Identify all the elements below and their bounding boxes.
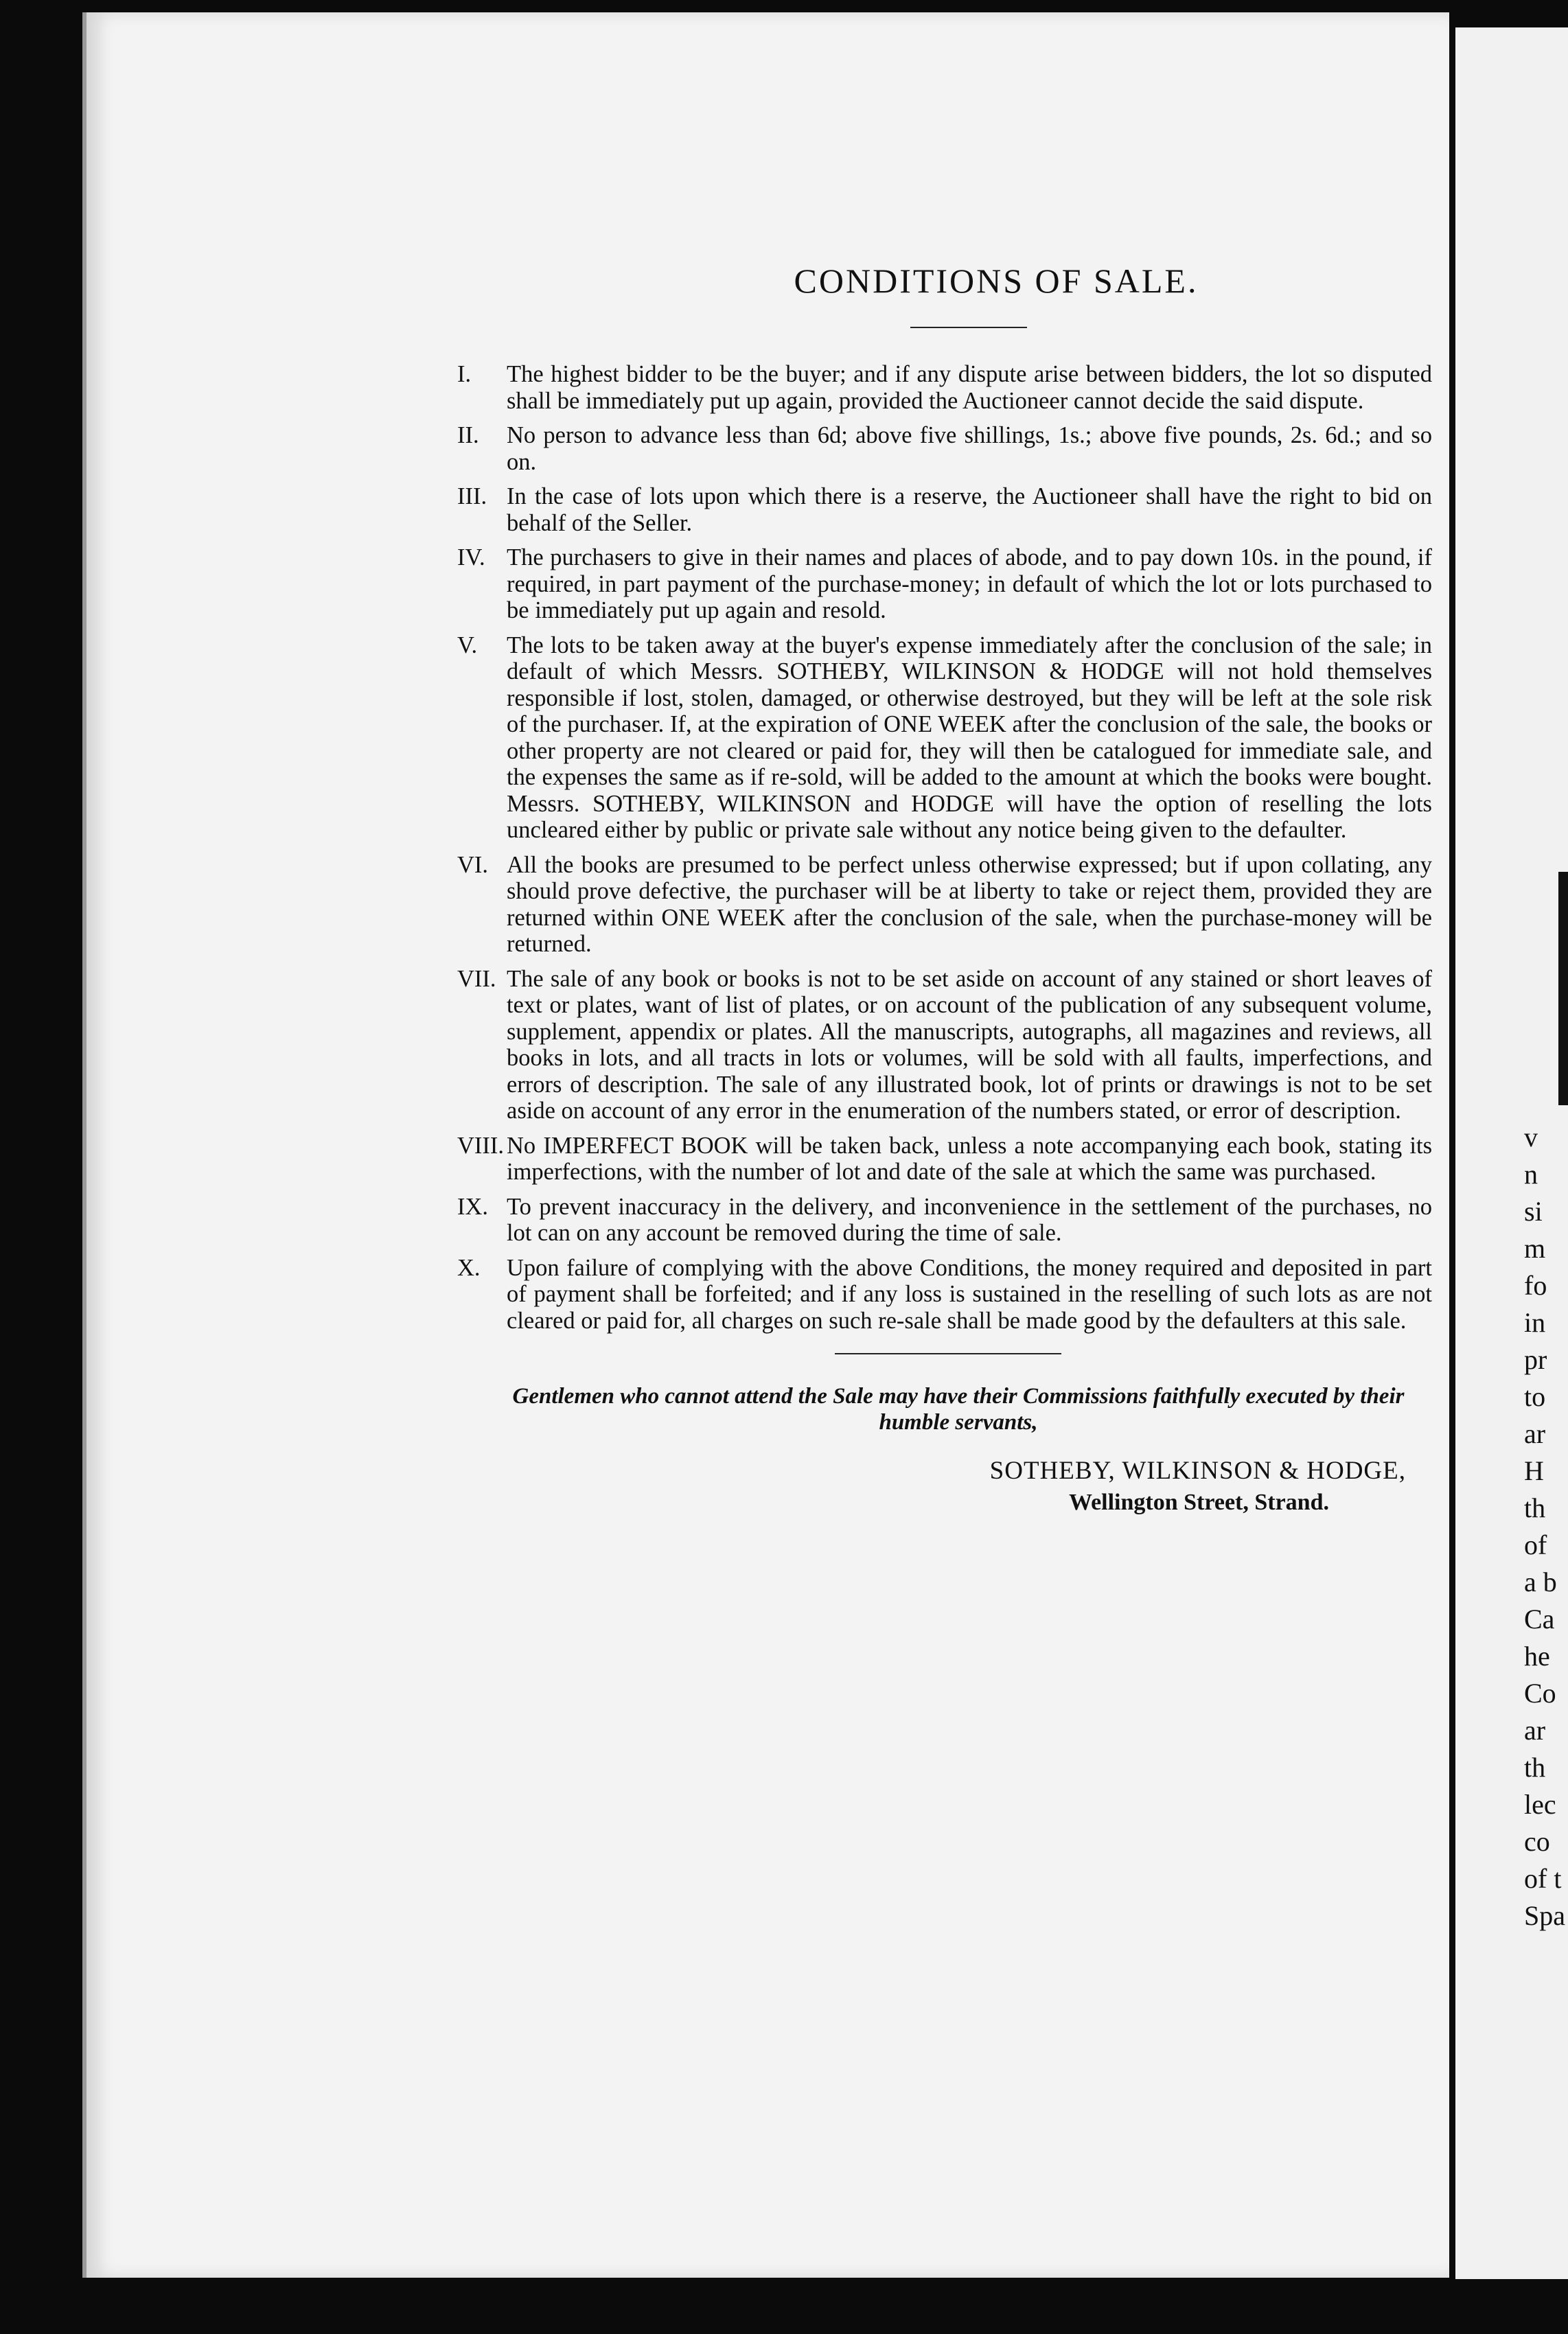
condition-text: All the books are presumed to be perfect unless otherwise expressed; but if upon collating, any should prove defective, the purchaser will be at liberty to take or reject them, provided they are returned within ONE WEEK after the conclusion of the sale, when the purchase-money will be returned. — [507, 851, 1432, 957]
condition-item — [457, 544, 1432, 624]
facing-page-word: n — [1524, 1159, 1538, 1190]
condition-item — [457, 966, 1432, 1124]
facing-page-text-fragments — [1524, 1119, 1565, 1934]
condition-item — [457, 422, 1432, 475]
condition-number: I. — [457, 361, 472, 387]
facing-page-word: lec — [1524, 1789, 1556, 1820]
conditions-list — [457, 361, 1432, 1334]
page-title: CONDITIONS OF SALE. — [794, 262, 1199, 300]
catalogue-page — [82, 12, 1449, 2278]
condition-item — [457, 852, 1432, 958]
condition-number: II. — [457, 422, 479, 448]
facing-page-word: si — [1524, 1196, 1543, 1227]
condition-text: The purchasers to give in their names and places of abode, and to pay down 10s. in the pound, if required, in part payment of the purchase-money; in default of which the lot or lots purchased to be immediately put up again and resold. — [507, 544, 1432, 623]
facing-page-word: th — [1524, 1492, 1546, 1523]
condition-item — [457, 632, 1432, 844]
condition-item — [457, 1255, 1432, 1334]
condition-number: VIII. — [457, 1132, 505, 1159]
conditions-content — [457, 239, 1432, 1516]
condition-text: The sale of any book or books is not to be set aside on account of any stained or short leaves of text or plates, want of list of plates, or on account of the publication of any subsequent volume, supplement, appendix or plates. All the manuscripts, autographs, all magazines and reviews, all books in lots, and all tracts in lots or volumes, will be sold with all faults, imperfections, and errors of description. The sale of any illustrated book, lot of prints or drawings is not to be set aside on account of any error in the enumeration of the numbers stated, or error of description. — [507, 965, 1432, 1124]
facing-page-word: in — [1524, 1307, 1546, 1338]
show-through-text — [526, 115, 1449, 165]
condition-text: In the case of lots upon which there is a reserve, the Auctioneer shall have the right to bid on behalf of the Seller. — [507, 483, 1432, 536]
firm-address: Wellington Street, Strand. — [1068, 1490, 1329, 1515]
title-rule — [910, 327, 1027, 328]
condition-number: X. — [457, 1254, 481, 1281]
condition-number: VII. — [457, 965, 496, 992]
facing-page-word: co — [1524, 1826, 1550, 1857]
facing-page-word: m — [1524, 1233, 1546, 1264]
facing-page-word: of t — [1524, 1863, 1562, 1894]
condition-number: IX. — [457, 1193, 489, 1220]
condition-number: IV. — [457, 544, 485, 570]
facing-page-word: pr — [1524, 1344, 1547, 1375]
condition-text: No person to advance less than 6d; above five shillings, 1s.; above five pounds, 2s. 6d.; and so on. — [507, 422, 1432, 475]
facing-page-word: Co — [1524, 1678, 1556, 1709]
condition-number: VI. — [457, 851, 489, 878]
facing-page-word: to — [1524, 1381, 1546, 1412]
commission-note: Gentlemen who cannot attend the Sale may have their Commissions faithfully executed by their humble servants, — [512, 1384, 1405, 1435]
section-rule — [835, 1353, 1061, 1354]
condition-number: V. — [457, 632, 478, 658]
condition-item — [457, 361, 1432, 414]
condition-item — [457, 1194, 1432, 1247]
facing-page-edge — [1455, 27, 1568, 2279]
facing-page-word: ar — [1524, 1418, 1546, 1449]
condition-text: Upon failure of complying with the above Conditions, the money required and deposited in part of payment shall be forfeited; and if any loss is sustained in the reselling of such lots as are not cleared or paid for, all charges on such re-sale shall be made good by the defaulters at this sale. — [507, 1254, 1432, 1334]
facing-page-word: v — [1524, 1122, 1538, 1153]
facing-page-word: Ca — [1524, 1604, 1555, 1634]
facing-page-word: a b — [1524, 1567, 1557, 1597]
facing-page-word: ar — [1524, 1715, 1546, 1746]
condition-text: The highest bidder to be the buyer; and if any dispute arise between bidders, the lot so disputed shall be immediately put up again, provided the Auctioneer cannot decide the said dispute. — [507, 361, 1432, 414]
condition-text: The lots to be taken away at the buyer's expense immediately after the conclusion of the sale; in default of which Messrs. SOTHEBY, WILKINSON & HODGE will not hold themselves responsible if lost, stolen, damaged, or otherwise destroyed, but they will be left at the sole risk of the purchaser. If, at the expiration of ONE WEEK after the conclusion of the sale, the books or other property are not cleared or paid for, they will then be catalogued for immediate sale, and the expenses the same as if re-sold, will be added to the amount at which the books were bought. Messrs. SOTHEBY, WILKINSON and HODGE will have the option of reselling the lots uncleared either by public or private sale without any notice being given to the defaulter. — [507, 632, 1432, 843]
facing-page-word: of — [1524, 1529, 1547, 1560]
facing-page-word: Spa — [1524, 1900, 1565, 1931]
condition-number: III. — [457, 483, 487, 509]
condition-text: To prevent inaccuracy in the delivery, and inconvenience in the settlement of the purchases, no lot can on any account be removed during the time of sale. — [507, 1193, 1432, 1246]
facing-page-word: fo — [1524, 1270, 1547, 1301]
facing-page-word: H — [1524, 1455, 1544, 1486]
condition-text: No IMPERFECT BOOK will be taken back, unless a note accompanying each book, stating its imperfections, with the number of lot and date of the sale at which the same was purchased. — [507, 1132, 1432, 1185]
firm-name: SOTHEBY, WILKINSON & HODGE, — [989, 1457, 1406, 1485]
facing-page-dark-block — [1558, 872, 1568, 1105]
facing-page-word: th — [1524, 1752, 1546, 1783]
condition-item — [457, 1133, 1432, 1186]
condition-item — [457, 483, 1432, 536]
facing-page-word: he — [1524, 1641, 1550, 1672]
